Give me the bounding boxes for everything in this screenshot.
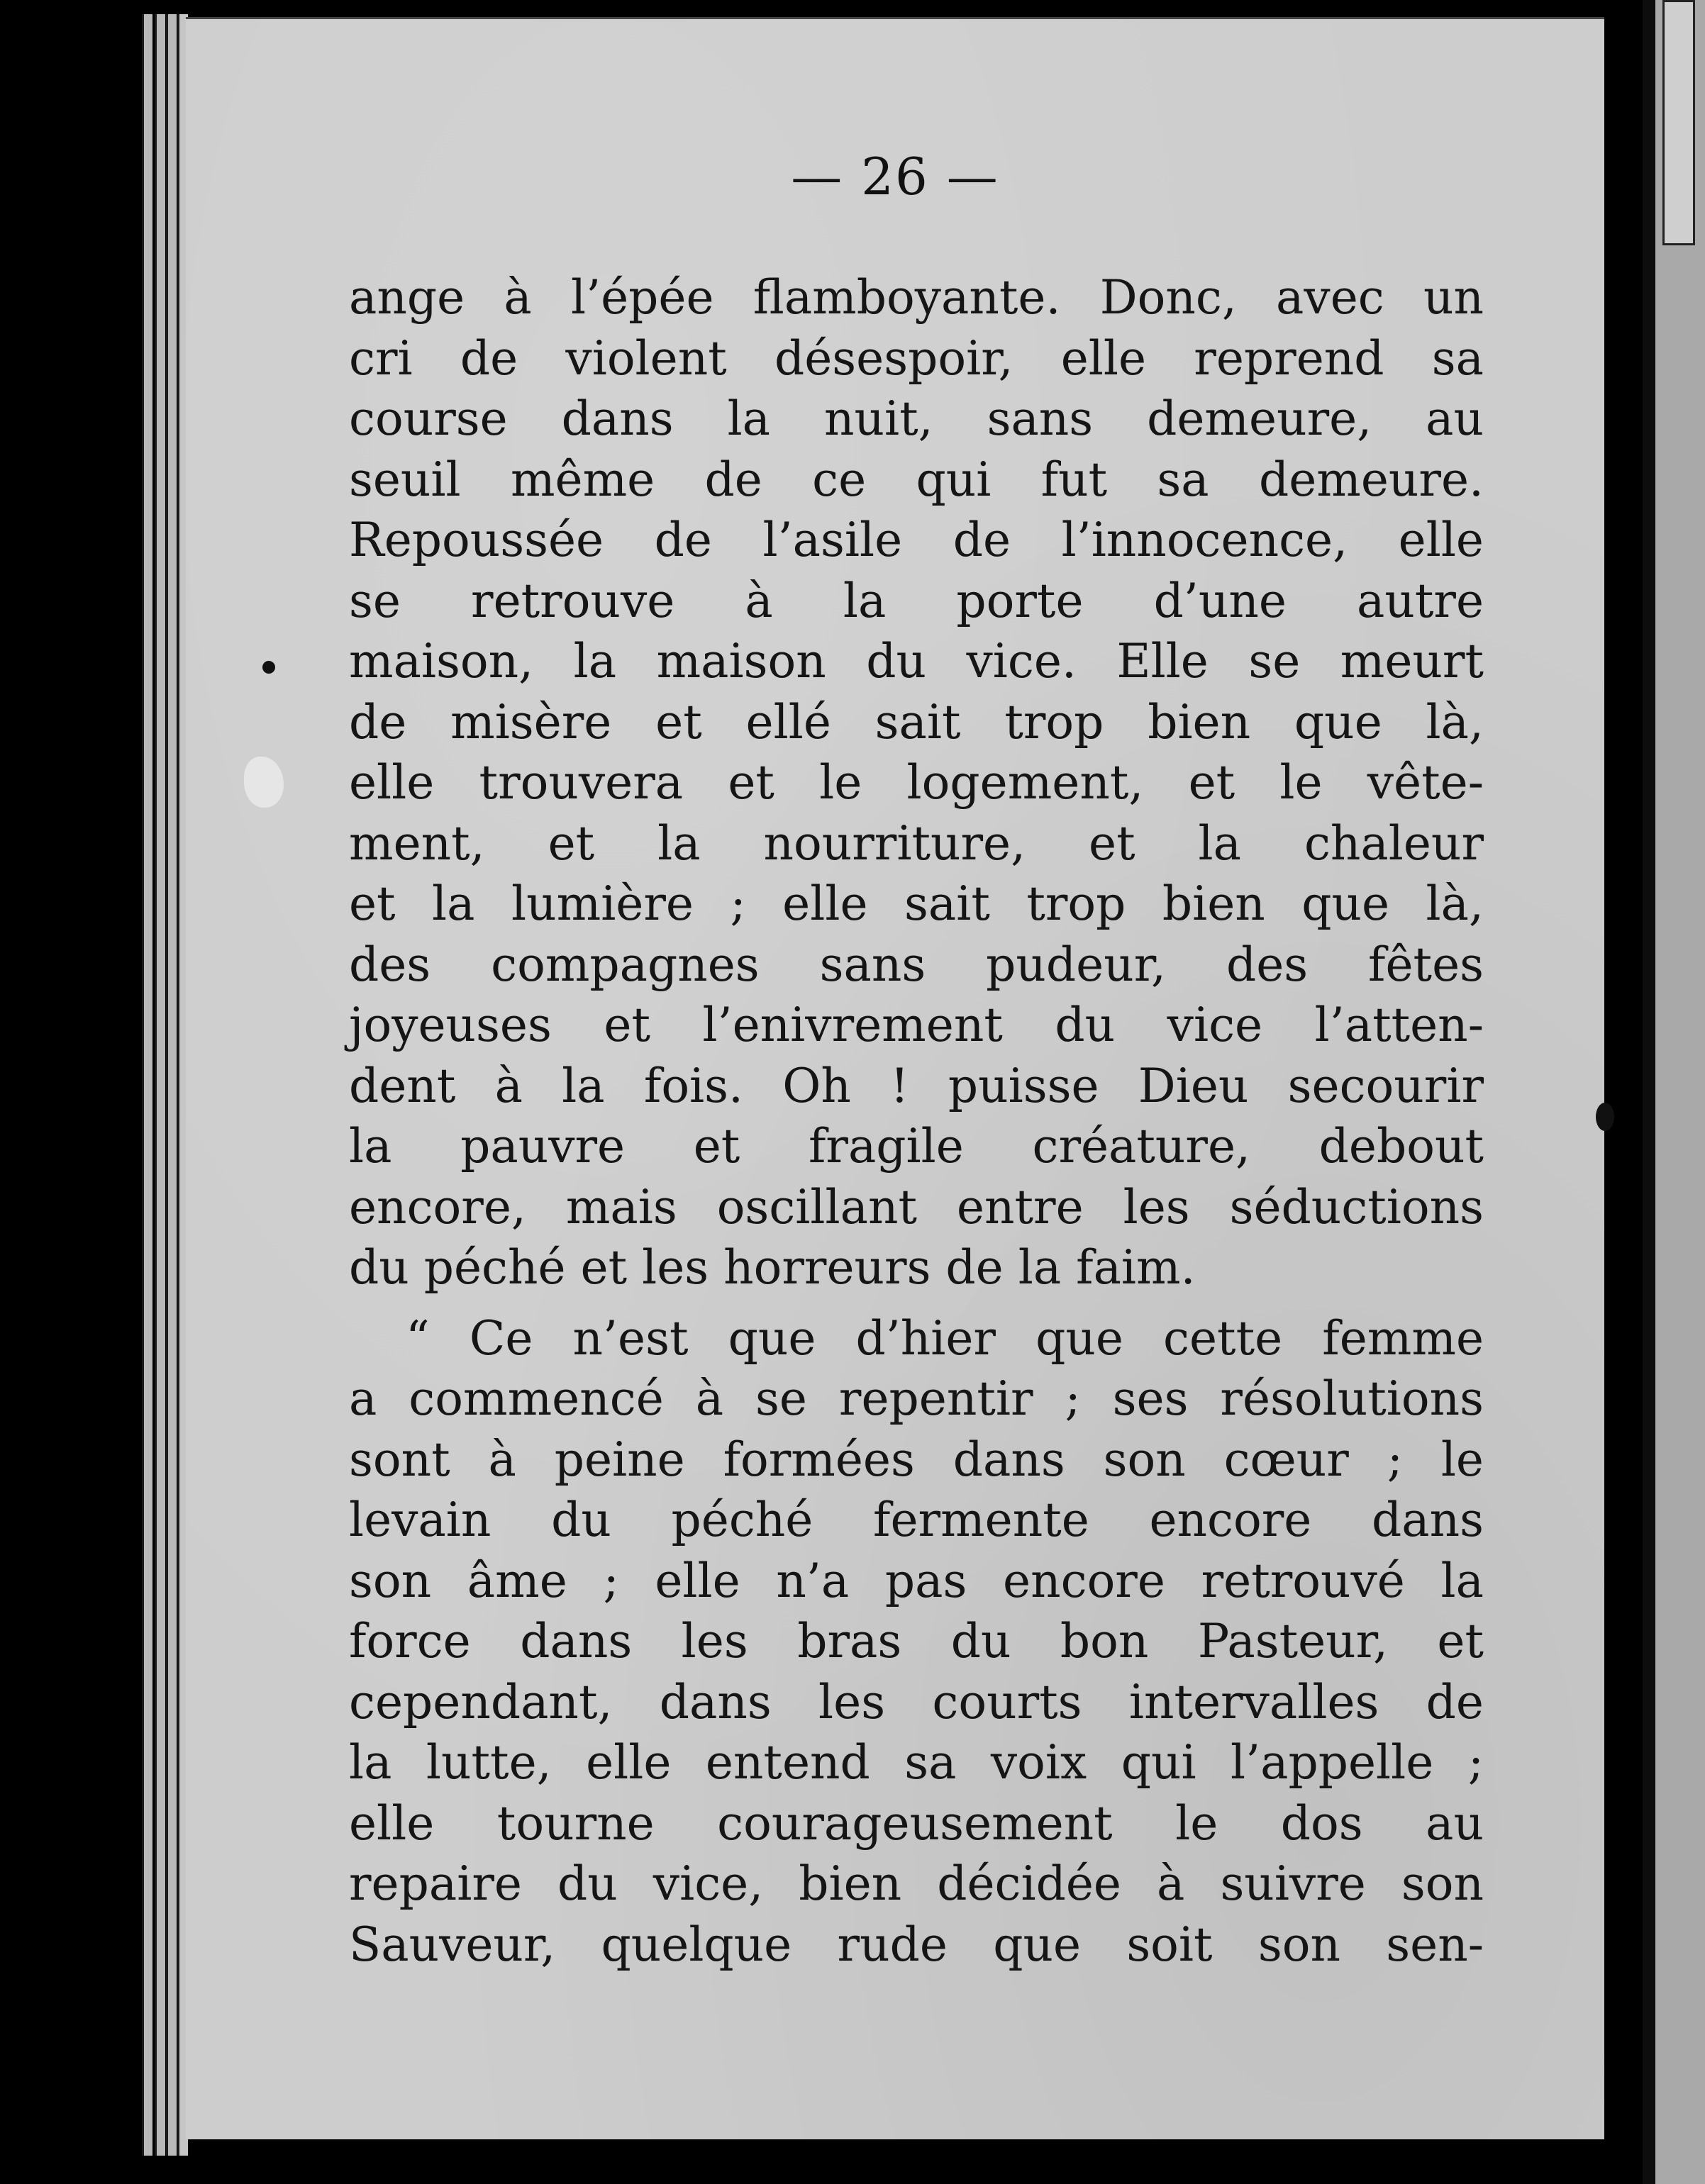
text-line: ange à l’épée flamboyante. Donc, avec un xyxy=(349,270,1484,325)
text-line: la pauvre et fragile créature, debout xyxy=(349,1119,1484,1174)
text-line: dent à la fois. Oh ! puisse Dieu secourir xyxy=(349,1058,1484,1113)
paper-stain xyxy=(244,757,284,808)
text-line: cependant, dans les courts intervalles de xyxy=(349,1674,1484,1729)
text-line: Repoussée de l’asile de l’innocence, elle xyxy=(349,513,1484,567)
page-edge xyxy=(166,14,177,2156)
paragraph-gap xyxy=(349,1298,1484,1308)
text-line: elle trouvera et le logement, et le vête- xyxy=(349,755,1484,810)
text-line: sont à peine formées dans son cœur ; le xyxy=(349,1432,1484,1487)
text-line: course dans la nuit, sans demeure, au xyxy=(349,391,1484,446)
page-edge xyxy=(142,14,152,2156)
text-line: encore, mais oscillant entre les séductions xyxy=(349,1179,1484,1235)
text-line: repaire du vice, bien décidée à suivre son xyxy=(349,1856,1484,1911)
binding-strip xyxy=(1643,0,1705,2184)
text-line: elle tourne courageusement le dos au xyxy=(349,1795,1484,1851)
text-line: son âme ; elle n’a pas encore retrouvé la xyxy=(349,1553,1484,1608)
page-number: — 26 — xyxy=(791,147,999,206)
body-text xyxy=(349,267,1484,1975)
ink-speck xyxy=(1596,1103,1614,1131)
text-line: “ Ce n’est que d’hier que cette femme xyxy=(406,1310,1484,1366)
text-line: se retrouve à la porte d’une autre xyxy=(349,573,1484,628)
text-line: ment, et la nourriture, et la chaleur xyxy=(349,815,1484,871)
text-line: seuil même de ce qui fut sa demeure. xyxy=(349,452,1484,507)
text-line: a commencé à se repentir ; ses résolutions xyxy=(349,1371,1484,1426)
text-line: Sauveur, quelque rude que soit son sen- xyxy=(349,1917,1484,1972)
ink-speck xyxy=(262,661,275,674)
text-line: de misère et ellé sait trop bien que là, xyxy=(349,694,1484,750)
text-line: du péché et les horreurs de la faim. xyxy=(349,1240,1196,1295)
text-line: cri de violent désespoir, elle reprend sa xyxy=(349,330,1484,386)
text-line: la lutte, elle entend sa voix qui l’appelle ; xyxy=(349,1735,1484,1790)
page-edge xyxy=(155,14,165,2156)
text-line: maison, la maison du vice. Elle se meurt xyxy=(349,634,1484,689)
binding-slip xyxy=(1662,0,1695,245)
text-line: des compagnes sans pudeur, des fêtes xyxy=(349,937,1484,992)
book-page xyxy=(186,17,1604,2139)
text-line: force dans les bras du bon Pasteur, et xyxy=(349,1614,1484,1668)
text-line: et la lumière ; elle sait trop bien que là, xyxy=(349,876,1484,931)
text-line: joyeuses et l’enivrement du vice l’atten- xyxy=(349,998,1484,1052)
text-line: levain du péché fermente encore dans xyxy=(349,1493,1484,1547)
